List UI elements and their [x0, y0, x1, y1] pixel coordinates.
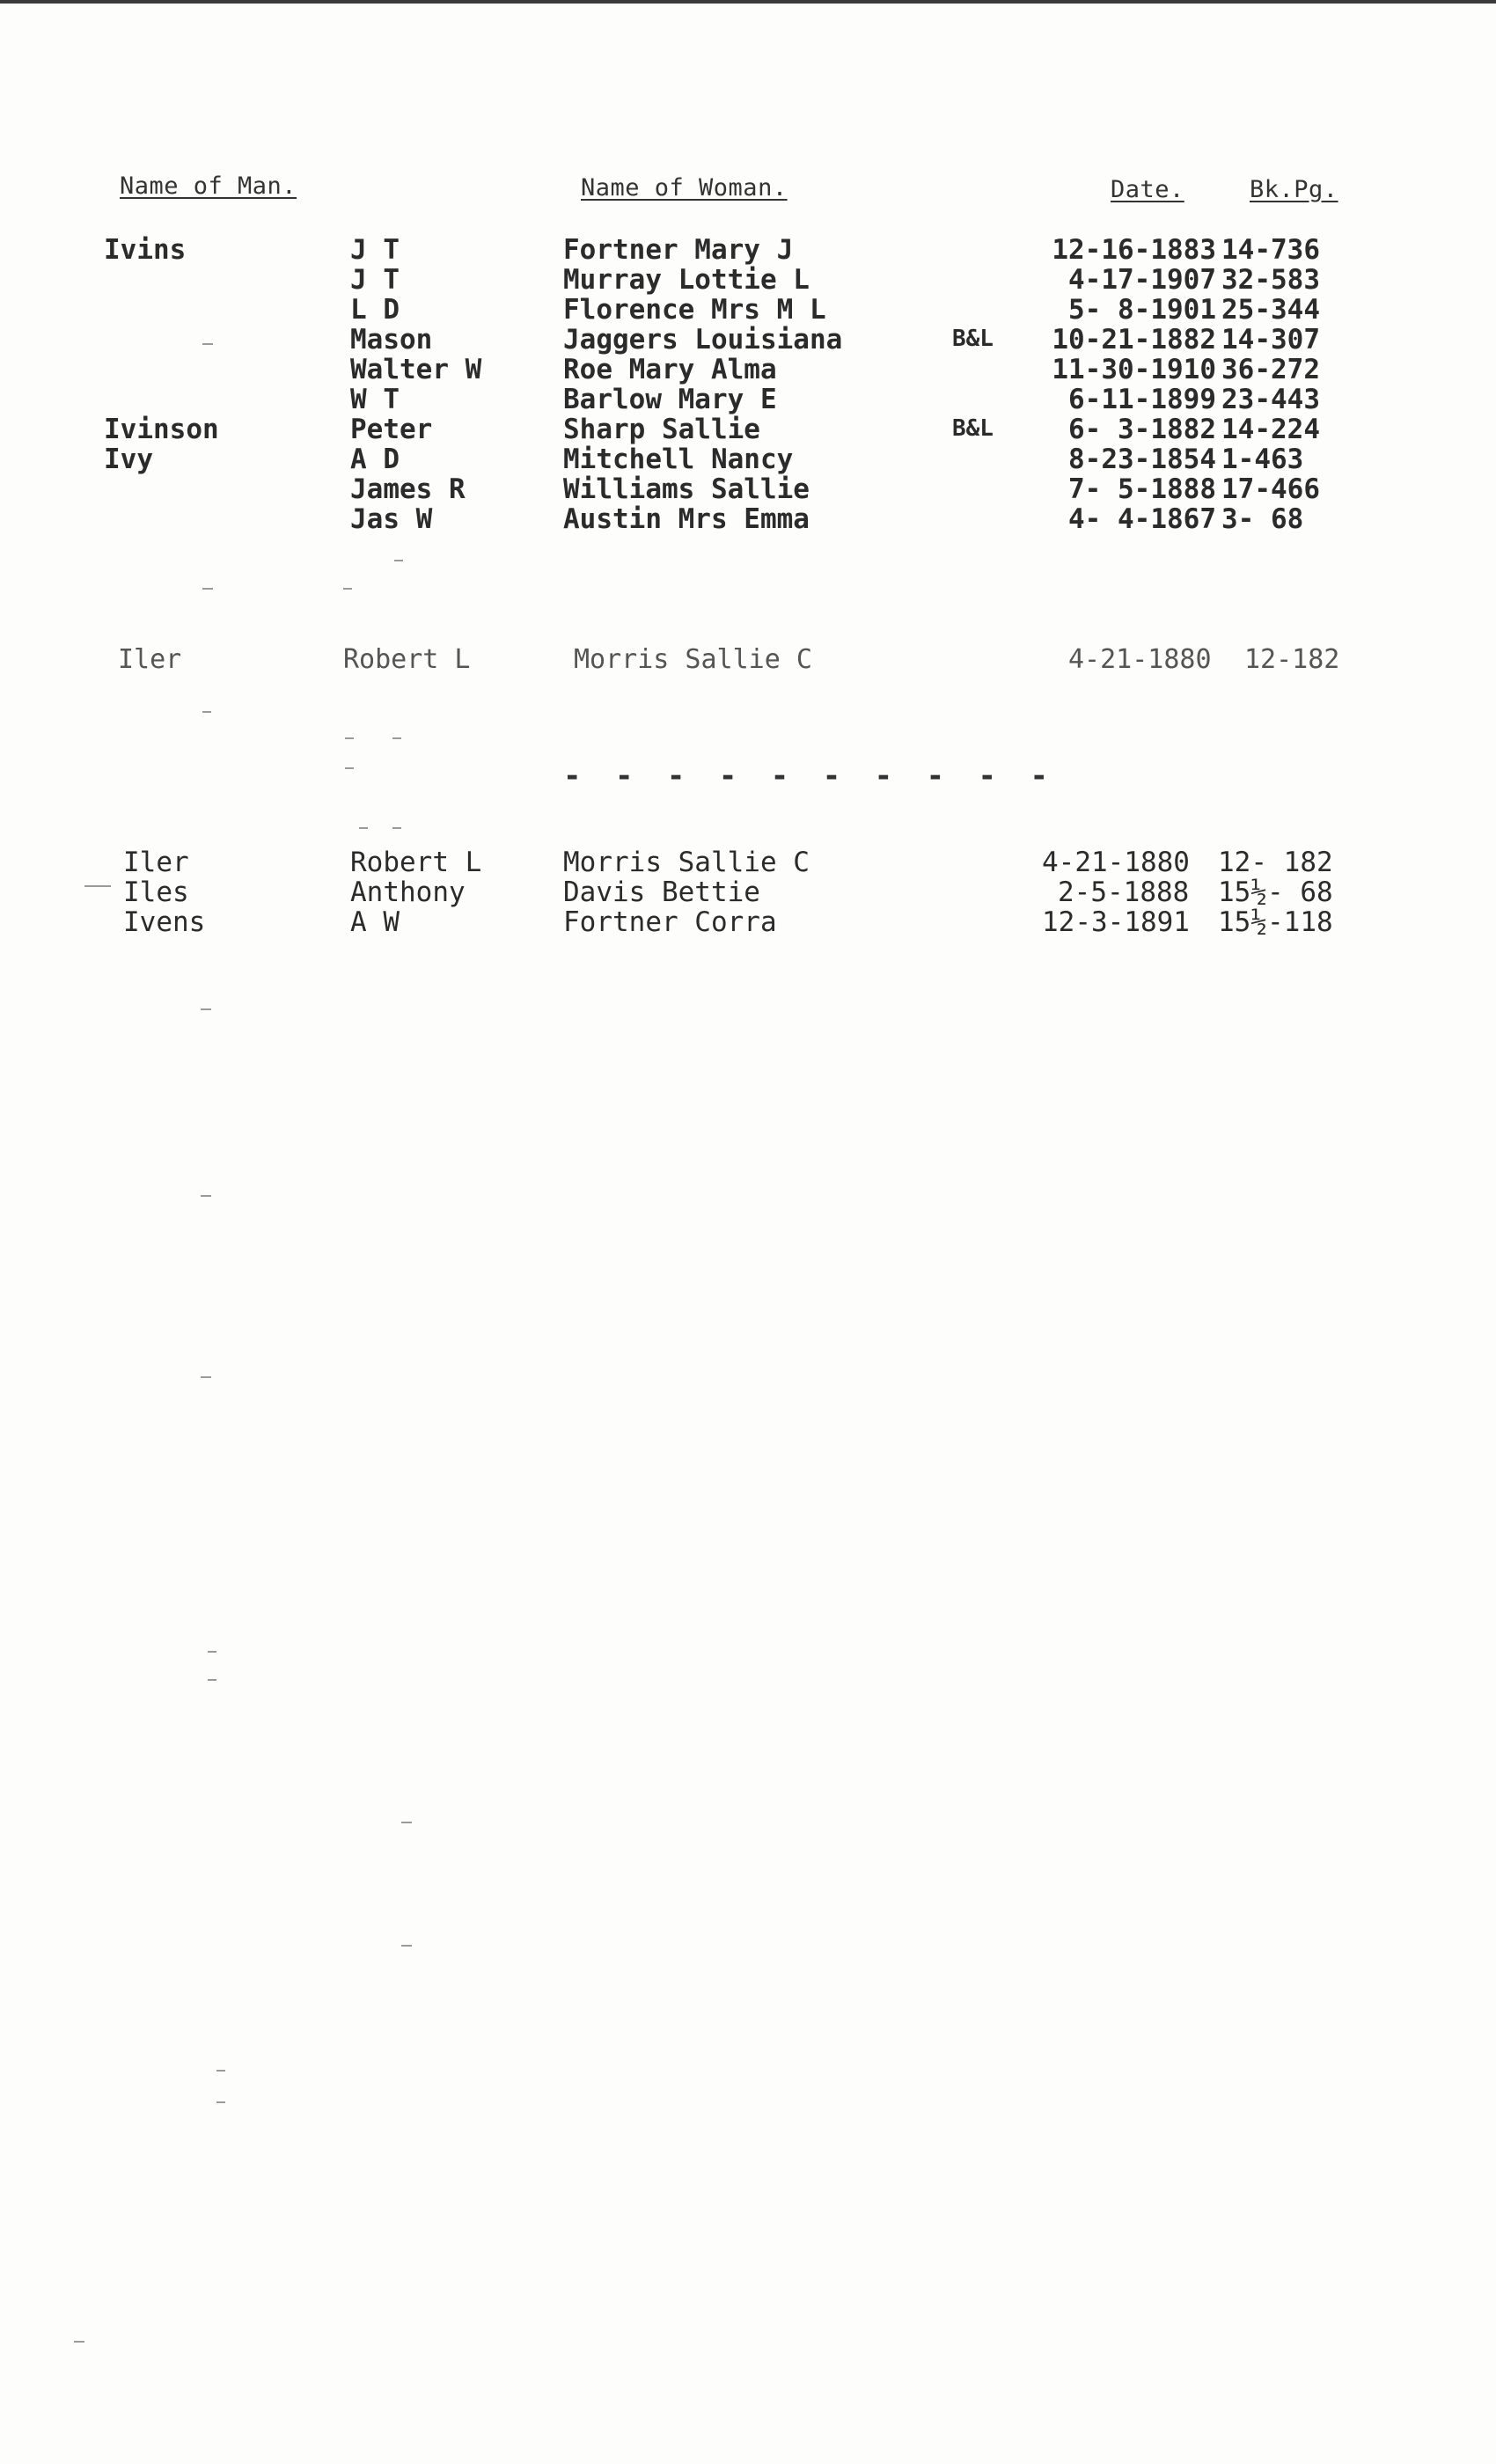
record-row	[0, 354, 1496, 384]
woman-name: Morris Sallie C	[574, 644, 812, 675]
man-given-name: L D	[350, 294, 400, 326]
stray-mark	[345, 767, 354, 769]
stray-mark	[359, 827, 368, 829]
record-row	[0, 503, 1496, 533]
record-row	[0, 414, 1496, 444]
stray-mark	[84, 885, 111, 887]
record-date: 12-3-1891	[1042, 906, 1190, 938]
stray-mark	[202, 343, 213, 345]
man-surname: Iles	[123, 876, 189, 908]
header-name-of-man: Name of Man.	[120, 172, 297, 200]
record-date: 4-17-1907	[1068, 264, 1216, 296]
man-surname: Iler	[118, 644, 182, 675]
record-book-page: 12-182	[1244, 644, 1340, 675]
man-given-name: J T	[350, 264, 400, 296]
record-note: B&L	[952, 326, 994, 352]
stray-mark	[201, 1008, 211, 1010]
woman-name: Fortner Corra	[563, 906, 777, 938]
record-row	[0, 234, 1496, 264]
man-given-name: Walter W	[350, 354, 482, 385]
stray-mark	[202, 588, 213, 590]
record-date: 12-16-1883	[1052, 234, 1216, 266]
man-given-name: Peter	[350, 414, 433, 445]
record-book-page: 23-443	[1221, 384, 1320, 415]
record-book-page: 14-736	[1221, 234, 1320, 266]
record-date: 4- 4-1867	[1068, 503, 1216, 535]
record-book-page: 14-224	[1221, 414, 1320, 445]
record-book-page: 17-466	[1221, 473, 1320, 505]
record-date: 5- 8-1901	[1068, 294, 1216, 326]
woman-name: Jaggers Louisiana	[563, 324, 843, 356]
record-book-page: 3- 68	[1221, 503, 1304, 535]
woman-name: Sharp Sallie	[563, 414, 760, 445]
record-row	[0, 876, 1496, 906]
dashed-separator: - - - - - - - - - -	[563, 759, 1056, 794]
record-book-page: 12- 182	[1218, 847, 1333, 878]
stray-mark	[392, 827, 401, 829]
man-given-name: Robert L	[350, 847, 482, 878]
record-date: 2-5-1888	[1058, 876, 1190, 908]
record-date: 4-21-1880	[1042, 847, 1190, 878]
record-row	[0, 473, 1496, 503]
stray-mark	[208, 1679, 216, 1681]
record-date: 10-21-1882	[1052, 324, 1216, 356]
woman-name: Mitchell Nancy	[563, 444, 794, 475]
woman-name: Roe Mary Alma	[563, 354, 777, 385]
woman-name: Williams Sallie	[563, 473, 810, 505]
record-book-page: 14-307	[1221, 324, 1320, 356]
man-surname: Iler	[123, 847, 189, 878]
man-given-name: Anthony	[350, 876, 466, 908]
record-book-page: 15½- 68	[1218, 876, 1333, 908]
record-row	[0, 264, 1496, 294]
stray-mark	[345, 737, 354, 739]
header-date: Date.	[1111, 176, 1184, 203]
stray-mark	[401, 1945, 412, 1947]
record-book-page: 15½-118	[1218, 906, 1333, 938]
record-book-page: 25-344	[1221, 294, 1320, 326]
record-row	[0, 906, 1496, 936]
stray-mark	[202, 711, 211, 713]
record-row	[0, 444, 1496, 473]
stray-mark	[343, 588, 352, 590]
woman-name: Austin Mrs Emma	[563, 503, 810, 535]
record-note: B&L	[952, 415, 994, 442]
record-date: 11-30-1910	[1052, 354, 1216, 385]
record-book-page: 32-583	[1221, 264, 1320, 296]
header-bk-pg: Bk.Pg.	[1250, 176, 1338, 203]
man-given-name: James R	[350, 473, 466, 505]
woman-name: Florence Mrs M L	[563, 294, 826, 326]
record-row	[0, 384, 1496, 414]
record-row	[0, 847, 1496, 876]
woman-name: Murray Lottie L	[563, 264, 810, 296]
man-surname: Ivinson	[104, 414, 219, 445]
man-surname: Ivens	[123, 906, 206, 938]
stray-mark	[74, 2341, 84, 2343]
stray-mark	[216, 2070, 225, 2072]
stray-mark	[401, 1822, 412, 1823]
stray-mark	[394, 560, 403, 561]
man-given-name: Robert L	[343, 644, 471, 675]
stray-mark	[392, 737, 401, 739]
record-date: 7- 5-1888	[1068, 473, 1216, 505]
man-surname: Ivins	[104, 234, 187, 266]
man-given-name: Mason	[350, 324, 433, 356]
faint-record-row	[0, 644, 1496, 674]
record-date: 6- 3-1882	[1068, 414, 1216, 445]
man-surname: Ivy	[104, 444, 153, 475]
stray-mark	[216, 2101, 225, 2103]
woman-name: Barlow Mary E	[563, 384, 777, 415]
header-name-of-woman: Name of Woman.	[581, 174, 788, 202]
man-given-name: A W	[350, 906, 400, 938]
stray-mark	[201, 1376, 211, 1378]
record-book-page: 1-463	[1221, 444, 1304, 475]
record-date: 6-11-1899	[1068, 384, 1216, 415]
woman-name: Morris Sallie C	[563, 847, 810, 878]
record-book-page: 36-272	[1221, 354, 1320, 385]
top-edge-line	[0, 0, 1496, 4]
record-row	[0, 294, 1496, 324]
record-date: 4-21-1880	[1068, 644, 1212, 675]
stray-mark	[201, 1195, 211, 1197]
record-row	[0, 324, 1496, 354]
man-given-name: Jas W	[350, 503, 433, 535]
man-given-name: A D	[350, 444, 400, 475]
man-given-name: W T	[350, 384, 400, 415]
record-date: 8-23-1854	[1068, 444, 1216, 475]
stray-mark	[208, 1651, 216, 1653]
woman-name: Davis Bettie	[563, 876, 760, 908]
woman-name: Fortner Mary J	[563, 234, 794, 266]
man-given-name: J T	[350, 234, 400, 266]
